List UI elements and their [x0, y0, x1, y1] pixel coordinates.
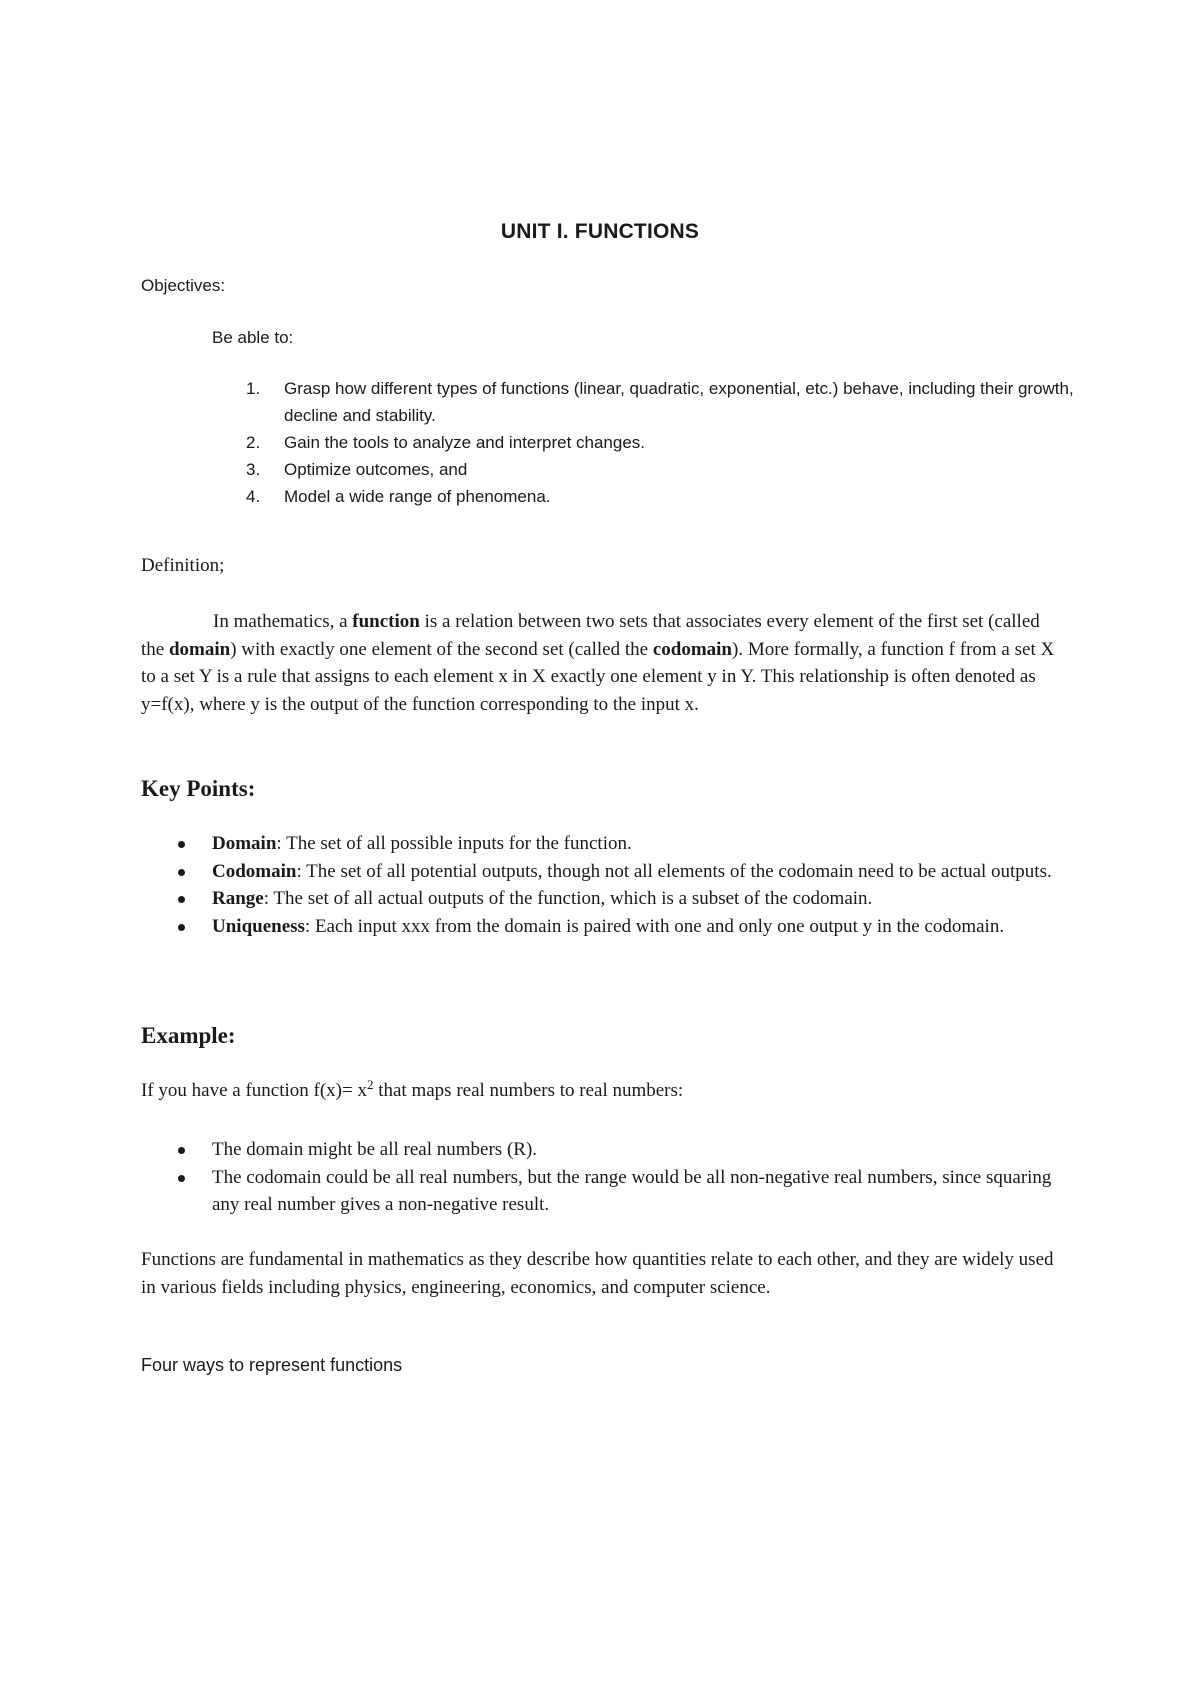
objective-text: Grasp how different types of functions (linear, quadratic, exponential, etc.) behave, including their growth, decline and stability. [284, 379, 1074, 425]
objectives-intro: Be able to: [212, 328, 294, 347]
objective-item [246, 429, 1104, 456]
key-point-text: : The set of all possible inputs for the function. [276, 833, 632, 854]
bullet-icon [178, 924, 185, 931]
key-point-text: : Each input xxx from the domain is paired with one and only one output y in the codomain. [304, 915, 1005, 937]
key-point-term: Range [212, 888, 264, 909]
objective-number: 4. [246, 487, 261, 506]
objective-text: Optimize outcomes, and [284, 460, 468, 479]
example-list [212, 1136, 1072, 1219]
term-domain: domain [168, 638, 231, 660]
example-heading: Example: [141, 1023, 236, 1048]
bullet-icon [178, 841, 185, 848]
example-item-text: The codomain could be all real numbers, but the range would be all non-negative real numbers, since squaring any real number gives a non-negative result. [212, 1166, 1052, 1215]
objective-number: 3. [246, 460, 261, 479]
example-text: that maps real numbers to real numbers: [373, 1080, 684, 1101]
objective-text: Gain the tools to analyze and interpret changes. [284, 433, 646, 452]
key-point-item [212, 885, 1072, 913]
definition-paragraph [141, 608, 1066, 718]
definition-text: In mathematics, a [213, 611, 353, 632]
key-points-heading: Key Points: [141, 776, 256, 801]
objective-item [246, 483, 1104, 510]
bullet-icon [178, 1147, 185, 1154]
objectives-label: Objectives: [141, 276, 226, 295]
exponent: 2 [366, 1077, 374, 1092]
term-codomain: codomain [652, 638, 732, 660]
example-item [212, 1136, 1072, 1164]
objectives-list [246, 375, 1104, 510]
objective-number: 2. [246, 433, 261, 452]
definition-text: ). More formally, a function f from a set X to a set Y is a rule that assigns to each element x in X exactly one element y in Y. This relationship is often denoted as y=f(x), where y is the output of the function corresponding to the input x. [141, 638, 1055, 715]
closing-paragraph: Functions are fundamental in mathematics as they describe how quantities relate to each other, and they are widely used in various fields including physics, engineering, economics, and computer science. [141, 1249, 1054, 1298]
example-text: If you have a function f(x)= x [141, 1080, 367, 1101]
bullet-icon [178, 869, 185, 876]
definition-text: is a relation between two sets that associates every element of the first set (called the [141, 611, 1040, 660]
four-ways-line: Four ways to represent functions [141, 1355, 403, 1375]
bullet-icon [178, 896, 185, 903]
key-point-term: Domain [212, 833, 277, 854]
key-point-text: : The set of all potential outputs, though not all elements of the codomain need to be actual outputs. [296, 860, 1052, 882]
key-point-item [212, 830, 1072, 858]
example-item-text: The domain might be all real numbers (R). [212, 1139, 538, 1160]
bullet-icon [178, 1175, 185, 1182]
objective-item [246, 456, 1104, 483]
example-intro [141, 1077, 684, 1102]
objective-text: Model a wide range of phenomena. [284, 487, 551, 506]
key-point-term: Codomain [212, 860, 297, 882]
definition-text: ) with exactly one element of the second set (called the [230, 638, 653, 660]
definition-label: Definition; [141, 555, 225, 576]
term-function: function [352, 611, 420, 632]
objective-item [246, 375, 1104, 429]
example-item [212, 1164, 1072, 1219]
page-title: UNIT I. FUNCTIONS [500, 220, 700, 243]
objective-number: 1. [246, 379, 261, 398]
key-point-item [212, 858, 1072, 886]
key-points-list [212, 830, 1072, 940]
key-point-text: : The set of all actual outputs of the function, which is a subset of the codomain. [263, 888, 873, 909]
key-point-term: Uniqueness [212, 915, 305, 937]
key-point-item [212, 913, 1072, 941]
